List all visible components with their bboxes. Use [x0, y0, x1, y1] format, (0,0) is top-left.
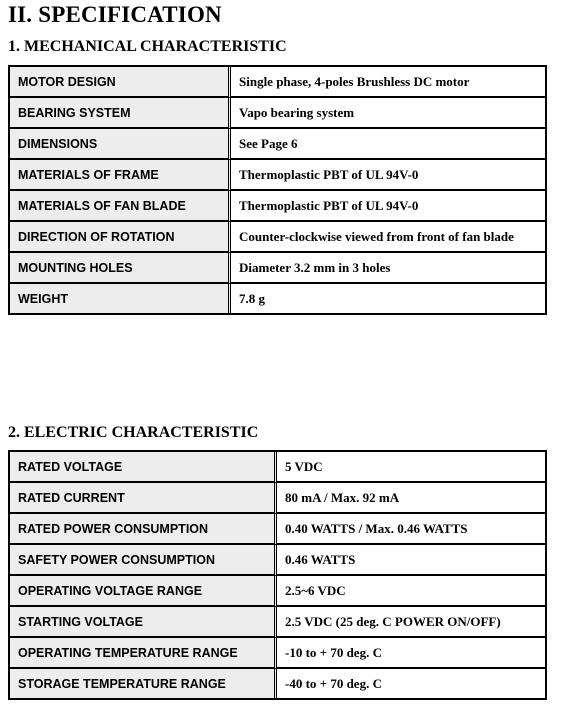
table-row — [10, 129, 545, 160]
row-value: -10 to + 70 deg. C — [277, 638, 545, 669]
table-row — [10, 576, 545, 607]
table-row — [10, 284, 545, 313]
table-row — [10, 607, 545, 638]
row-value: Thermoplastic PBT of UL 94V-0 — [231, 160, 545, 191]
row-value: See Page 6 — [231, 129, 545, 160]
row-label: RATED POWER CONSUMPTION — [10, 514, 277, 545]
row-label: MOTOR DESIGN — [10, 67, 231, 98]
table-row — [10, 545, 545, 576]
row-label: SAFETY POWER CONSUMPTION — [10, 545, 277, 576]
table-row — [10, 253, 545, 284]
row-value: 7.8 g — [231, 284, 545, 313]
row-label: WEIGHT — [10, 284, 231, 313]
table-row — [10, 452, 545, 483]
row-label: BEARING SYSTEM — [10, 98, 231, 129]
row-value: 5 VDC — [277, 452, 545, 483]
row-value: -40 to + 70 deg. C — [277, 669, 545, 698]
row-value: 80 mA / Max. 92 mA — [277, 483, 545, 514]
row-label: OPERATING VOLTAGE RANGE — [10, 576, 277, 607]
table-row — [10, 222, 545, 253]
row-value: 0.46 WATTS — [277, 545, 545, 576]
row-label: DIMENSIONS — [10, 129, 231, 160]
row-label: MOUNTING HOLES — [10, 253, 231, 284]
row-label: STARTING VOLTAGE — [10, 607, 277, 638]
row-label: RATED VOLTAGE — [10, 452, 277, 483]
electric-heading: 2. ELECTRIC CHARACTERISTIC — [8, 424, 259, 441]
row-label: OPERATING TEMPERATURE RANGE — [10, 638, 277, 669]
mechanical-heading: 1. MECHANICAL CHARACTERISTIC — [8, 38, 287, 55]
table-row — [10, 67, 545, 98]
row-value: Counter-clockwise viewed from front of fan blade — [231, 222, 545, 253]
row-label: RATED CURRENT — [10, 483, 277, 514]
row-label: MATERIALS OF FRAME — [10, 160, 231, 191]
table-row — [10, 638, 545, 669]
row-value: Diameter 3.2 mm in 3 holes — [231, 253, 545, 284]
row-label: DIRECTION OF ROTATION — [10, 222, 231, 253]
mechanical-spec-table — [8, 65, 547, 315]
row-value: Thermoplastic PBT of UL 94V-0 — [231, 191, 545, 222]
table-row — [10, 160, 545, 191]
row-label: MATERIALS OF FAN BLADE — [10, 191, 231, 222]
row-value: 2.5 VDC (25 deg. C POWER ON/OFF) — [277, 607, 545, 638]
row-label: STORAGE TEMPERATURE RANGE — [10, 669, 277, 698]
row-value: Vapo bearing system — [231, 98, 545, 129]
row-value: 2.5~6 VDC — [277, 576, 545, 607]
table-row — [10, 514, 545, 545]
table-row — [10, 98, 545, 129]
row-value: Single phase, 4-poles Brushless DC motor — [231, 67, 545, 98]
section-title: II. SPECIFICATION — [8, 2, 222, 27]
table-row — [10, 669, 545, 698]
table-row — [10, 483, 545, 514]
table-row — [10, 191, 545, 222]
row-value: 0.40 WATTS / Max. 0.46 WATTS — [277, 514, 545, 545]
electric-spec-table — [8, 450, 547, 700]
